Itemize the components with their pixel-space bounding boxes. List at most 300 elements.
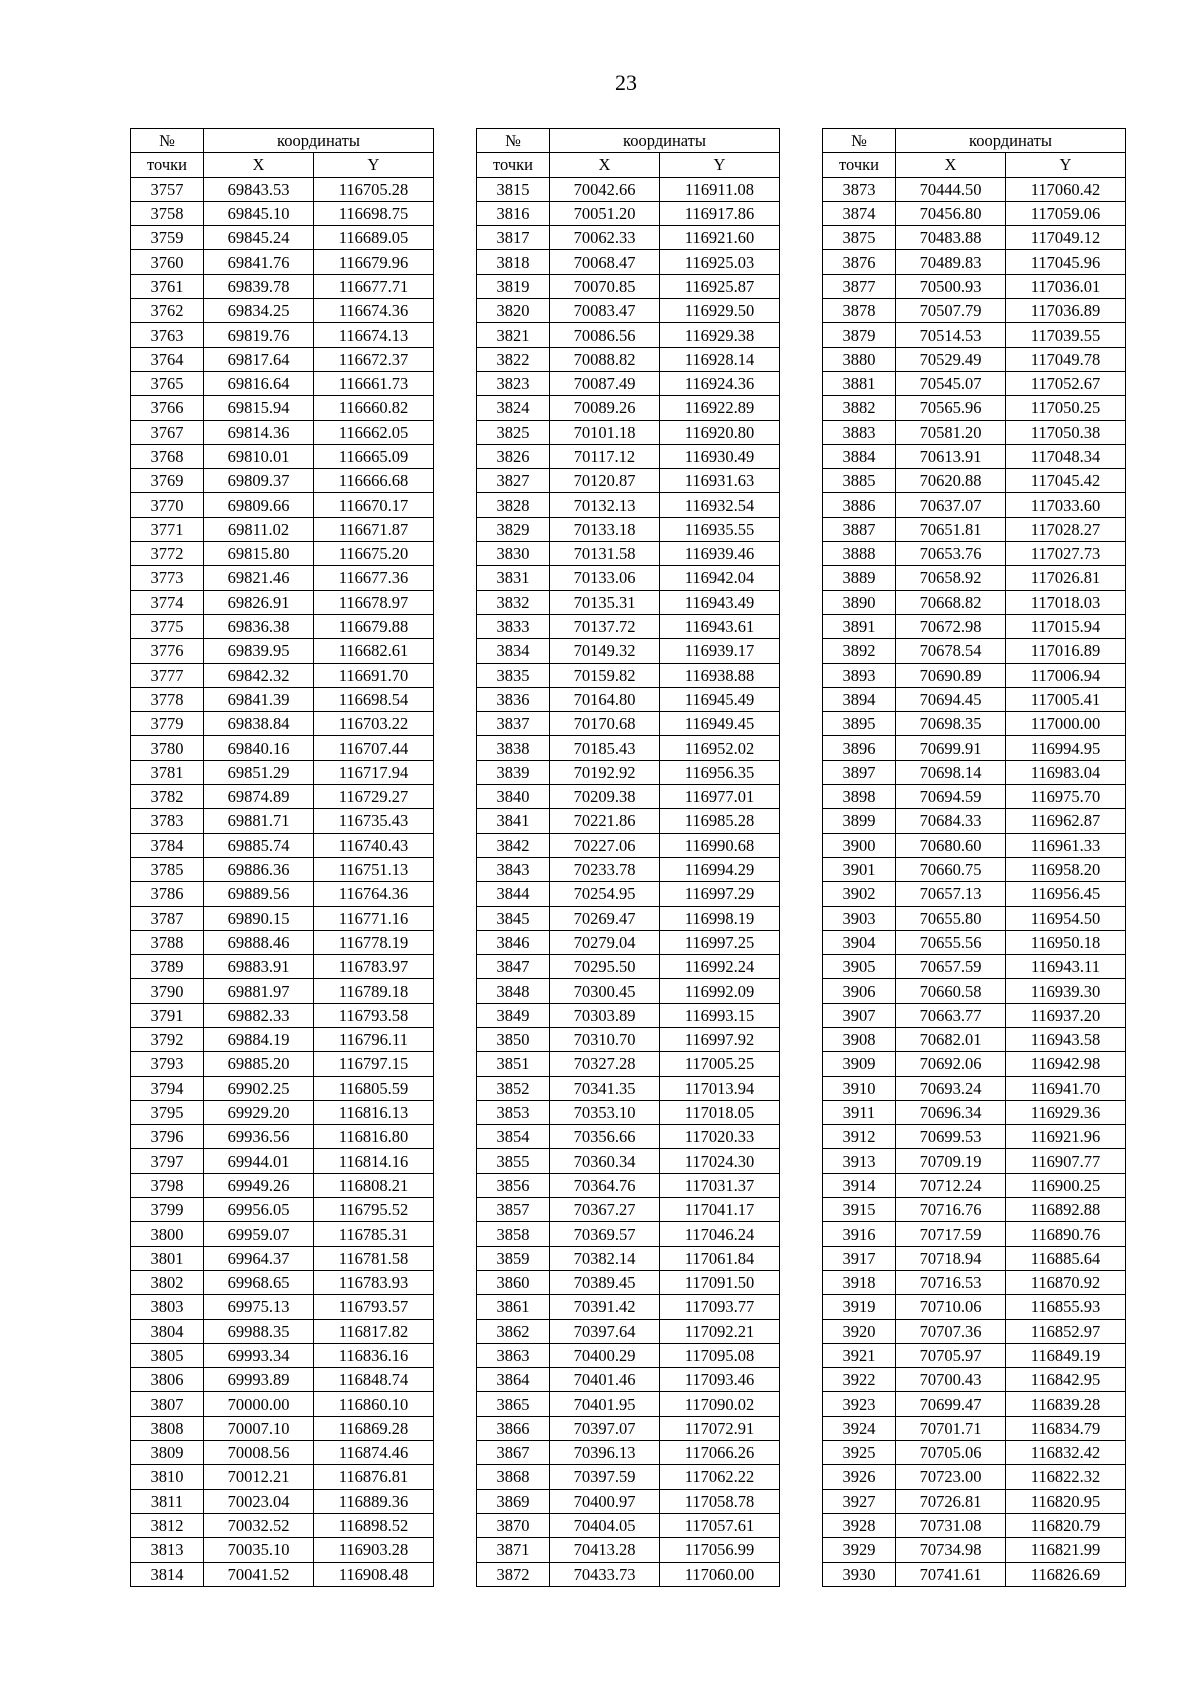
point-number-cell: 3781: [131, 760, 204, 784]
point-number-cell: 3758: [131, 201, 204, 225]
point-number-cell: 3808: [131, 1416, 204, 1440]
x-coordinate-cell: 70032.52: [204, 1513, 314, 1537]
x-coordinate-cell: 70041.52: [204, 1562, 314, 1586]
x-coordinate-cell: 70279.04: [550, 930, 660, 954]
x-coordinate-cell: 70731.08: [896, 1513, 1006, 1537]
y-coordinate-cell: 116832.42: [1006, 1441, 1126, 1465]
x-coordinate-cell: 70364.76: [550, 1173, 660, 1197]
y-coordinate-cell: 117033.60: [1006, 493, 1126, 517]
y-coordinate-cell: 117045.42: [1006, 469, 1126, 493]
x-coordinate-cell: 69826.91: [204, 590, 314, 614]
x-coordinate-cell: 70101.18: [550, 420, 660, 444]
y-coordinate-cell: 117041.17: [660, 1198, 780, 1222]
x-coordinate-cell: 70701.71: [896, 1416, 1006, 1440]
table-row: [131, 299, 434, 323]
point-number-cell: 3861: [477, 1295, 550, 1319]
x-coordinate-cell: 69841.76: [204, 250, 314, 274]
y-coordinate-cell: 116950.18: [1006, 930, 1126, 954]
table-row: [823, 930, 1126, 954]
x-coordinate-cell: 70132.13: [550, 493, 660, 517]
point-number-cell: 3791: [131, 1003, 204, 1027]
table-row: [131, 614, 434, 638]
x-coordinate-cell: 70035.10: [204, 1538, 314, 1562]
table-row: [131, 1489, 434, 1513]
table-row: [823, 614, 1126, 638]
num-header: №: [477, 129, 550, 153]
y-coordinate-cell: 117036.01: [1006, 274, 1126, 298]
table-row: [131, 979, 434, 1003]
x-coordinate-cell: 70000.00: [204, 1392, 314, 1416]
y-coordinate-cell: 116703.22: [314, 712, 434, 736]
x-coordinate-cell: 69949.26: [204, 1173, 314, 1197]
x-coordinate-cell: 69888.46: [204, 930, 314, 954]
y-coordinate-cell: 116816.80: [314, 1125, 434, 1149]
table-row: [823, 1441, 1126, 1465]
table-row: [823, 420, 1126, 444]
x-coordinate-cell: 70042.66: [550, 177, 660, 201]
point-number-cell: 3913: [823, 1149, 896, 1173]
point-number-cell: 3763: [131, 323, 204, 347]
table-row: [823, 1052, 1126, 1076]
point-number-cell: 3904: [823, 930, 896, 954]
y-coordinate-cell: 116729.27: [314, 785, 434, 809]
y-coordinate-cell: 116921.96: [1006, 1125, 1126, 1149]
point-number-cell: 3762: [131, 299, 204, 323]
x-coordinate-cell: 70651.81: [896, 517, 1006, 541]
table-row: [477, 590, 780, 614]
x-coordinate-cell: 70657.13: [896, 882, 1006, 906]
point-number-cell: 3773: [131, 566, 204, 590]
y-coordinate-cell: 117045.96: [1006, 250, 1126, 274]
point-number-cell: 3829: [477, 517, 550, 541]
table-row: [477, 614, 780, 638]
point-number-cell: 3848: [477, 979, 550, 1003]
x-coordinate-cell: 69885.74: [204, 833, 314, 857]
x-coordinate-cell: 70483.88: [896, 226, 1006, 250]
point-number-cell: 3771: [131, 517, 204, 541]
y-coordinate-cell: 117039.55: [1006, 323, 1126, 347]
y-coordinate-cell: 116994.95: [1006, 736, 1126, 760]
y-coordinate-cell: 116751.13: [314, 857, 434, 881]
x-coordinate-cell: 70682.01: [896, 1027, 1006, 1051]
table-row: [131, 1441, 434, 1465]
x-coordinate-cell: 70185.43: [550, 736, 660, 760]
x-coordinate-cell: 70705.97: [896, 1343, 1006, 1367]
x-coordinate-cell: 70678.54: [896, 639, 1006, 663]
point-number-cell: 3852: [477, 1076, 550, 1100]
y-coordinate-cell: 116876.81: [314, 1465, 434, 1489]
table-row: [477, 1465, 780, 1489]
x-coordinate-cell: 70120.87: [550, 469, 660, 493]
table-row: [131, 493, 434, 517]
x-coordinate-cell: 69809.37: [204, 469, 314, 493]
y-coordinate-cell: 116666.68: [314, 469, 434, 493]
point-number-cell: 3809: [131, 1441, 204, 1465]
y-coordinate-cell: 116903.28: [314, 1538, 434, 1562]
table-row: [131, 1076, 434, 1100]
x-coordinate-cell: 69817.64: [204, 347, 314, 371]
x-coordinate-cell: 70698.35: [896, 712, 1006, 736]
x-coordinate-cell: 70233.78: [550, 857, 660, 881]
table-row: [477, 930, 780, 954]
y-coordinate-cell: 116908.48: [314, 1562, 434, 1586]
table-row: [823, 687, 1126, 711]
x-coordinate-cell: 70396.13: [550, 1441, 660, 1465]
x-coordinate-cell: 70070.85: [550, 274, 660, 298]
x-coordinate-cell: 70692.06: [896, 1052, 1006, 1076]
y-coordinate-cell: 116814.16: [314, 1149, 434, 1173]
table-row: [131, 226, 434, 250]
y-coordinate-cell: 116925.87: [660, 274, 780, 298]
point-number-cell: 3867: [477, 1441, 550, 1465]
y-coordinate-cell: 116942.04: [660, 566, 780, 590]
y-coordinate-cell: 116836.16: [314, 1343, 434, 1367]
y-coordinate-cell: 117061.84: [660, 1246, 780, 1270]
y-coordinate-cell: 116939.17: [660, 639, 780, 663]
x-coordinate-cell: 70699.91: [896, 736, 1006, 760]
x-coordinate-cell: 69845.10: [204, 201, 314, 225]
table-row: [477, 566, 780, 590]
y-coordinate-cell: 116889.36: [314, 1489, 434, 1513]
coords-header: координаты: [896, 129, 1126, 153]
table-row: [823, 1368, 1126, 1392]
x-coordinate-cell: 69993.89: [204, 1368, 314, 1392]
y-coordinate-cell: 116822.32: [1006, 1465, 1126, 1489]
x-coordinate-cell: 70718.94: [896, 1246, 1006, 1270]
y-coordinate-cell: 116793.58: [314, 1003, 434, 1027]
point-number-cell: 3910: [823, 1076, 896, 1100]
table-row: [823, 1003, 1126, 1027]
table-row: [823, 396, 1126, 420]
x-coordinate-cell: 70680.60: [896, 833, 1006, 857]
y-coordinate-cell: 116943.58: [1006, 1027, 1126, 1051]
y-coordinate-cell: 117052.67: [1006, 371, 1126, 395]
x-coordinate-cell: 70131.58: [550, 542, 660, 566]
table-row: [823, 371, 1126, 395]
point-number-cell: 3800: [131, 1222, 204, 1246]
table-row: [823, 809, 1126, 833]
y-coordinate-cell: 116938.88: [660, 663, 780, 687]
y-coordinate-cell: 116952.02: [660, 736, 780, 760]
table-row: [823, 1149, 1126, 1173]
point-number-cell: 3918: [823, 1270, 896, 1294]
y-coordinate-cell: 116785.31: [314, 1222, 434, 1246]
point-number-cell: 3890: [823, 590, 896, 614]
y-coordinate-cell: 117026.81: [1006, 566, 1126, 590]
table-row: [477, 274, 780, 298]
y-coordinate-cell: 117092.21: [660, 1319, 780, 1343]
y-coordinate-cell: 117005.25: [660, 1052, 780, 1076]
y-coordinate-cell: 116929.50: [660, 299, 780, 323]
y-coordinate-cell: 117036.89: [1006, 299, 1126, 323]
x-coordinate-cell: 70694.59: [896, 785, 1006, 809]
table-row: [131, 396, 434, 420]
x-coordinate-cell: 69815.94: [204, 396, 314, 420]
x-coordinate-cell: 69841.39: [204, 687, 314, 711]
y-coordinate-cell: 116958.20: [1006, 857, 1126, 881]
table-row: [477, 906, 780, 930]
table-body: [477, 177, 780, 1586]
y-coordinate-cell: 116898.52: [314, 1513, 434, 1537]
point-number-cell: 3860: [477, 1270, 550, 1294]
x-coordinate-cell: 70707.36: [896, 1319, 1006, 1343]
point-number-cell: 3880: [823, 347, 896, 371]
x-coordinate-cell: 70684.33: [896, 809, 1006, 833]
x-coordinate-cell: 69815.80: [204, 542, 314, 566]
y-coordinate-cell: 117056.99: [660, 1538, 780, 1562]
table-row: [131, 712, 434, 736]
y-header: Y: [1006, 153, 1126, 177]
x-coordinate-cell: 70690.89: [896, 663, 1006, 687]
x-coordinate-cell: 70117.12: [550, 444, 660, 468]
table-row: [823, 1125, 1126, 1149]
y-coordinate-cell: 117016.89: [1006, 639, 1126, 663]
y-coordinate-cell: 116890.76: [1006, 1222, 1126, 1246]
x-coordinate-cell: 70051.20: [550, 201, 660, 225]
num-header: №: [131, 129, 204, 153]
table-row: [131, 1513, 434, 1537]
point-number-cell: 3906: [823, 979, 896, 1003]
table-row: [823, 1392, 1126, 1416]
point-number-cell: 3810: [131, 1465, 204, 1489]
point-number-cell: 3814: [131, 1562, 204, 1586]
point-number-cell: 3796: [131, 1125, 204, 1149]
x-coordinate-cell: 69839.78: [204, 274, 314, 298]
point-number-cell: 3822: [477, 347, 550, 371]
point-number-cell: 3919: [823, 1295, 896, 1319]
point-number-cell: 3804: [131, 1319, 204, 1343]
y-coordinate-cell: 116778.19: [314, 930, 434, 954]
point-number-cell: 3761: [131, 274, 204, 298]
x-coordinate-cell: 70083.47: [550, 299, 660, 323]
table-row: [477, 323, 780, 347]
point-number-cell: 3879: [823, 323, 896, 347]
point-number-cell: 3917: [823, 1246, 896, 1270]
table-row: [823, 857, 1126, 881]
point-number-cell: 3760: [131, 250, 204, 274]
point-number-cell: 3786: [131, 882, 204, 906]
x-coordinate-cell: 70389.45: [550, 1270, 660, 1294]
y-coordinate-cell: 116670.17: [314, 493, 434, 517]
point-number-cell: 3862: [477, 1319, 550, 1343]
x-coordinate-cell: 70500.93: [896, 274, 1006, 298]
point-number-cell: 3769: [131, 469, 204, 493]
table-row: [823, 833, 1126, 857]
y-coordinate-cell: 116849.19: [1006, 1343, 1126, 1367]
x-coordinate-cell: 70401.95: [550, 1392, 660, 1416]
y-coordinate-cell: 116665.09: [314, 444, 434, 468]
x-coordinate-cell: 70663.77: [896, 1003, 1006, 1027]
table-row: [477, 226, 780, 250]
x-coordinate-cell: 70303.89: [550, 1003, 660, 1027]
x-coordinate-cell: 70192.92: [550, 760, 660, 784]
y-coordinate-cell: 116956.45: [1006, 882, 1126, 906]
x-coordinate-cell: 69964.37: [204, 1246, 314, 1270]
table-row: [131, 930, 434, 954]
x-coordinate-cell: 70088.82: [550, 347, 660, 371]
table-row: [131, 1198, 434, 1222]
x-coordinate-cell: 69881.97: [204, 979, 314, 1003]
x-coordinate-cell: 69889.56: [204, 882, 314, 906]
table-row: [477, 1222, 780, 1246]
point-number-cell: 3853: [477, 1100, 550, 1124]
x-coordinate-cell: 70658.92: [896, 566, 1006, 590]
table-row: [131, 1416, 434, 1440]
y-coordinate-cell: 116931.63: [660, 469, 780, 493]
table-row: [477, 1319, 780, 1343]
table-row: [477, 1416, 780, 1440]
point-number-cell: 3817: [477, 226, 550, 250]
y-coordinate-cell: 116707.44: [314, 736, 434, 760]
x-header: X: [204, 153, 314, 177]
table-row: [823, 323, 1126, 347]
point-number-cell: 3891: [823, 614, 896, 638]
table-header-row-1: [131, 129, 434, 153]
table-row: [131, 542, 434, 566]
table-row: [131, 250, 434, 274]
point-number-cell: 3887: [823, 517, 896, 541]
table-row: [823, 955, 1126, 979]
y-coordinate-cell: 116945.49: [660, 687, 780, 711]
x-coordinate-cell: 69851.29: [204, 760, 314, 784]
point-number-cell: 3825: [477, 420, 550, 444]
table-row: [477, 1513, 780, 1537]
point-number-cell: 3828: [477, 493, 550, 517]
x-coordinate-cell: 69811.02: [204, 517, 314, 541]
y-coordinate-cell: 117018.05: [660, 1100, 780, 1124]
point-number-cell: 3820: [477, 299, 550, 323]
x-coordinate-cell: 70008.56: [204, 1441, 314, 1465]
point-number-cell: 3842: [477, 833, 550, 857]
table-row: [823, 1465, 1126, 1489]
x-coordinate-cell: 69843.53: [204, 177, 314, 201]
table-row: [131, 1538, 434, 1562]
x-coordinate-cell: 69993.34: [204, 1343, 314, 1367]
y-coordinate-cell: 116674.13: [314, 323, 434, 347]
page-number: 23: [615, 70, 637, 95]
x-coordinate-cell: 70391.42: [550, 1295, 660, 1319]
y-coordinate-cell: 116677.36: [314, 566, 434, 590]
table-row: [823, 347, 1126, 371]
y-coordinate-cell: 116869.28: [314, 1416, 434, 1440]
y-coordinate-cell: 116917.86: [660, 201, 780, 225]
point-number-cell: 3874: [823, 201, 896, 225]
table-row: [477, 201, 780, 225]
x-coordinate-cell: 70741.61: [896, 1562, 1006, 1586]
table-row: [131, 1003, 434, 1027]
point-number-cell: 3757: [131, 177, 204, 201]
x-coordinate-cell: 69890.15: [204, 906, 314, 930]
y-coordinate-cell: 116932.54: [660, 493, 780, 517]
point-number-cell: 3921: [823, 1343, 896, 1367]
x-coordinate-cell: 70613.91: [896, 444, 1006, 468]
point-number-cell: 3895: [823, 712, 896, 736]
table-row: [823, 177, 1126, 201]
table-row: [823, 1076, 1126, 1100]
y-header: Y: [314, 153, 434, 177]
x-coordinate-cell: 70400.29: [550, 1343, 660, 1367]
x-coordinate-cell: 69956.05: [204, 1198, 314, 1222]
x-coordinate-cell: 70382.14: [550, 1246, 660, 1270]
y-coordinate-cell: 116885.64: [1006, 1246, 1126, 1270]
x-coordinate-cell: 70696.34: [896, 1100, 1006, 1124]
y-coordinate-cell: 117015.94: [1006, 614, 1126, 638]
table-row: [823, 201, 1126, 225]
table-row: [823, 1538, 1126, 1562]
y-coordinate-cell: 116994.29: [660, 857, 780, 881]
x-coordinate-cell: 70086.56: [550, 323, 660, 347]
x-coordinate-cell: 70657.59: [896, 955, 1006, 979]
y-coordinate-cell: 116929.36: [1006, 1100, 1126, 1124]
y-coordinate-cell: 116717.94: [314, 760, 434, 784]
table-row: [131, 1222, 434, 1246]
table-row: [823, 1416, 1126, 1440]
x-coordinate-cell: 70360.34: [550, 1149, 660, 1173]
table-row: [823, 1489, 1126, 1513]
table-row: [823, 444, 1126, 468]
table-row: [823, 493, 1126, 517]
point-number-cell: 3821: [477, 323, 550, 347]
y-coordinate-cell: 116817.82: [314, 1319, 434, 1343]
y-coordinate-cell: 116783.97: [314, 955, 434, 979]
y-coordinate-cell: 116661.73: [314, 371, 434, 395]
y-coordinate-cell: 116998.19: [660, 906, 780, 930]
y-coordinate-cell: 116924.36: [660, 371, 780, 395]
table-row: [823, 1246, 1126, 1270]
x-coordinate-cell: 70653.76: [896, 542, 1006, 566]
y-coordinate-cell: 116821.99: [1006, 1538, 1126, 1562]
point-number-cell: 3859: [477, 1246, 550, 1270]
point-number-cell: 3775: [131, 614, 204, 638]
table-header-row-1: [823, 129, 1126, 153]
y-coordinate-cell: 117046.24: [660, 1222, 780, 1246]
point-number-cell: 3837: [477, 712, 550, 736]
y-coordinate-cell: 116961.33: [1006, 833, 1126, 857]
point-number-cell: 3892: [823, 639, 896, 663]
x-coordinate-cell: 70655.56: [896, 930, 1006, 954]
x-coordinate-cell: 70660.75: [896, 857, 1006, 881]
y-coordinate-cell: 116797.15: [314, 1052, 434, 1076]
table-row: [477, 1003, 780, 1027]
x-coordinate-cell: 70620.88: [896, 469, 1006, 493]
point-number-cell: 3768: [131, 444, 204, 468]
point-number-cell: 3905: [823, 955, 896, 979]
y-coordinate-cell: 116928.14: [660, 347, 780, 371]
num-sub-header: точки: [477, 153, 550, 177]
x-coordinate-cell: 69810.01: [204, 444, 314, 468]
point-number-cell: 3846: [477, 930, 550, 954]
y-coordinate-cell: 116942.98: [1006, 1052, 1126, 1076]
x-coordinate-cell: 70699.47: [896, 1392, 1006, 1416]
x-coordinate-cell: 70693.24: [896, 1076, 1006, 1100]
point-number-cell: 3779: [131, 712, 204, 736]
y-coordinate-cell: 116662.05: [314, 420, 434, 444]
y-coordinate-cell: 116675.20: [314, 542, 434, 566]
point-number-cell: 3870: [477, 1513, 550, 1537]
table-row: [131, 736, 434, 760]
table-row: [131, 760, 434, 784]
x-coordinate-cell: 70397.64: [550, 1319, 660, 1343]
x-header: X: [550, 153, 660, 177]
table-row: [477, 177, 780, 201]
x-coordinate-cell: 70133.18: [550, 517, 660, 541]
table-row: [823, 226, 1126, 250]
y-coordinate-cell: 117095.08: [660, 1343, 780, 1367]
y-coordinate-cell: 116930.49: [660, 444, 780, 468]
point-number-cell: 3813: [131, 1538, 204, 1562]
table-row: [477, 1270, 780, 1294]
x-coordinate-cell: 70700.43: [896, 1368, 1006, 1392]
